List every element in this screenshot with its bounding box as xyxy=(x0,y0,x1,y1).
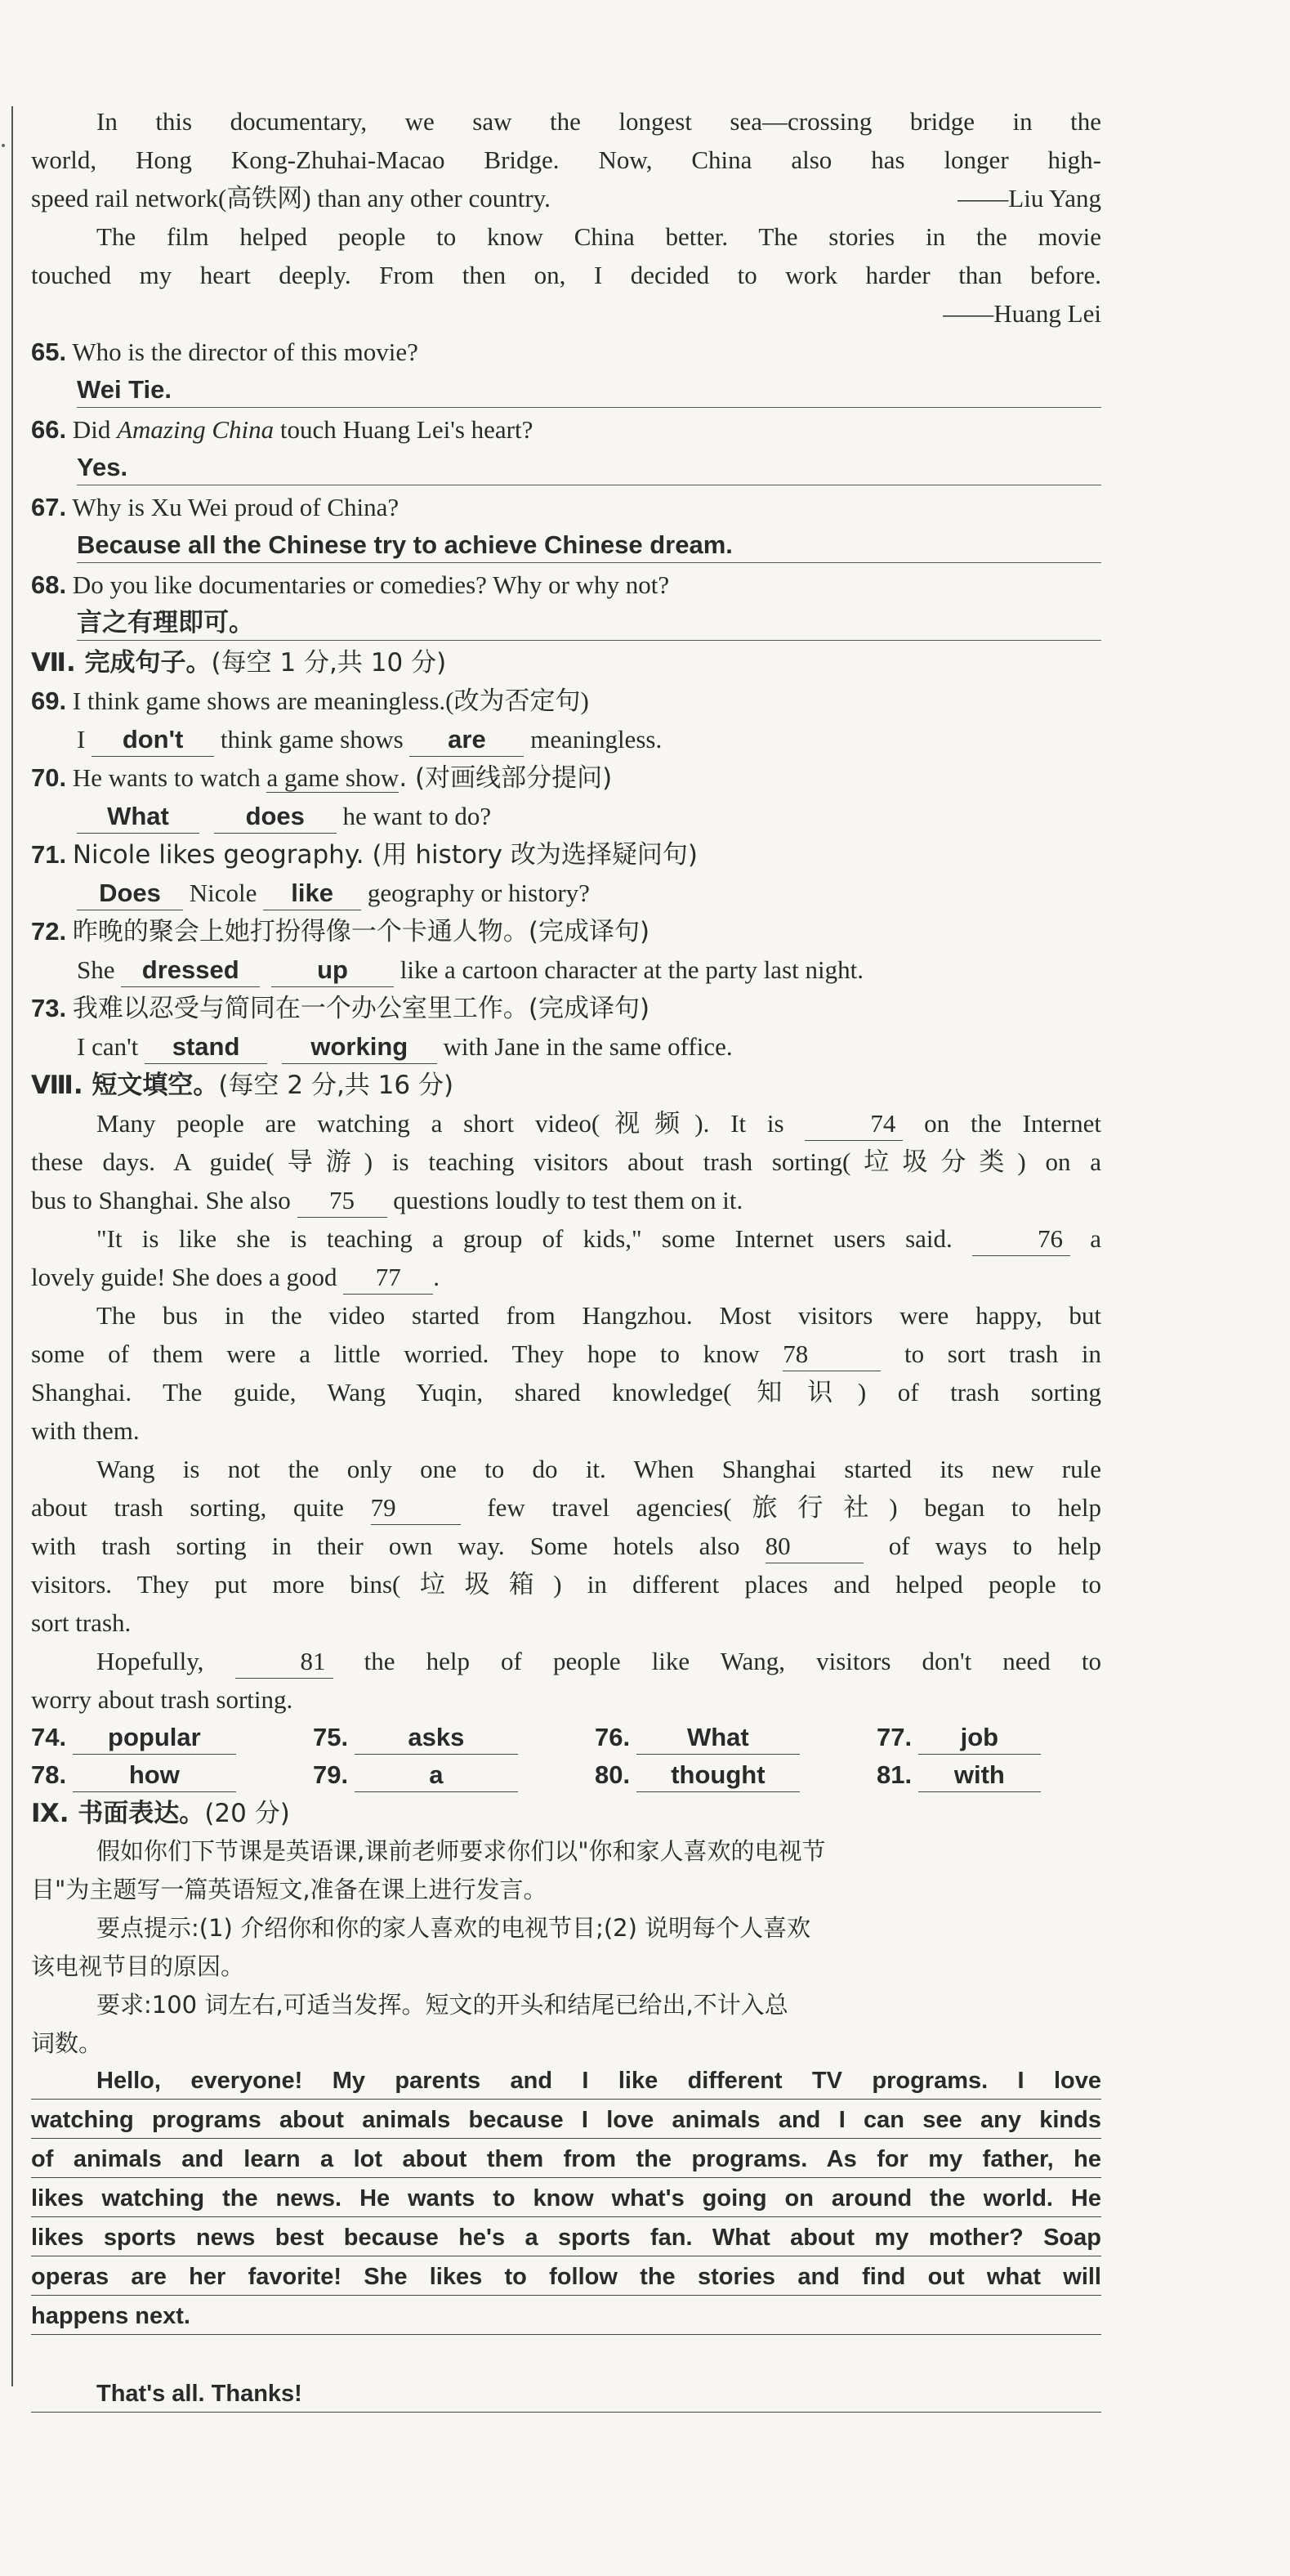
question-65 xyxy=(31,333,1101,371)
answer-text: job xyxy=(918,1721,1041,1755)
cloze-answer xyxy=(595,1756,877,1794)
answer-text: thought xyxy=(636,1759,800,1792)
cloze-line: Wang is not the only one to do it. When Shanghai started its new rule xyxy=(96,1455,1101,1483)
blank-number: 78 xyxy=(783,1338,881,1371)
item-70-prompt xyxy=(31,758,1101,797)
sentence-text: geography or history? xyxy=(367,879,590,907)
cloze-text: with trash sorting in their own way. Some hotels also xyxy=(31,1532,740,1560)
item-71-answer xyxy=(31,874,1101,912)
cloze-answer xyxy=(877,1719,1089,1756)
item-71-prompt xyxy=(31,835,1101,874)
answer-text: asks xyxy=(355,1721,518,1755)
margin-rule xyxy=(11,106,13,2386)
passage-text: speed rail network(高铁网) than any other country. xyxy=(31,184,551,212)
blank-answer: does xyxy=(214,800,337,834)
cloze-text: Many people are watching a short video(视频). It is xyxy=(96,1109,784,1138)
passage-line: world, Hong Kong-Zhuhai-Macao Bridge. Now, China also has longer high- xyxy=(31,145,1101,174)
item-72-answer xyxy=(31,950,1101,989)
question-number: 69. xyxy=(31,686,67,715)
answer-number: 79. xyxy=(313,1760,349,1789)
question-text: He wants to watch xyxy=(72,763,267,792)
section-title: Ⅷ. 短文填空。 xyxy=(31,1071,219,1100)
cloze-text: few travel agencies(旅行社) began to help xyxy=(487,1493,1102,1522)
item-69-answer xyxy=(31,720,1101,758)
cloze-line: with them. xyxy=(31,1416,140,1445)
blank-number: 75 xyxy=(297,1184,387,1218)
cloze-text: questions loudly to test them on it. xyxy=(393,1186,743,1214)
cloze-answer xyxy=(877,1756,1089,1794)
answer-number: 76. xyxy=(595,1723,631,1751)
essay-line: of animals and learn a lot about them from the programs. As for my father, he xyxy=(31,2141,1101,2178)
answer-number: 78. xyxy=(31,1760,67,1789)
cloze-answer xyxy=(31,1756,313,1794)
essay-line: Hello, everyone! My parents and I like different TV programs. I love xyxy=(31,2063,1101,2100)
question-text: Why is Xu Wei proud of China? xyxy=(72,493,399,521)
cloze-text: bus to Shanghai. She also xyxy=(31,1186,291,1214)
question-number: 72. xyxy=(31,917,67,946)
item-73-answer xyxy=(31,1027,1101,1066)
writing-instruction: 假如你们下节课是英语课,课前老师要求你们以"你和家人喜欢的电视节 xyxy=(96,1837,826,1865)
question-number: 73. xyxy=(31,994,67,1022)
item-70-answer xyxy=(31,797,1101,835)
answer-text: What xyxy=(636,1721,800,1755)
blank-number: 80 xyxy=(766,1530,864,1563)
passage-line: The film helped people to know China better. The stories in the movie xyxy=(96,222,1101,251)
cloze-line: worry about trash sorting. xyxy=(31,1685,293,1714)
item-69-prompt xyxy=(31,682,1101,720)
cloze-text: "It is like she is teaching a group of kids," some Internet users said. xyxy=(96,1224,953,1253)
cloze-line xyxy=(31,1642,1101,1680)
cloze-answer xyxy=(31,1719,313,1756)
question-number: 71. xyxy=(31,840,67,869)
blank-answer: up xyxy=(271,954,394,987)
writing-instruction: 要求:100 词左右,可适当发挥。短文的开头和结尾已给出,不计入总 xyxy=(96,1991,788,2019)
passage-line: touched my heart deeply. From then on, I decided to work harder than before. xyxy=(31,261,1101,289)
passage-line xyxy=(31,179,1101,217)
blank-number: 79 xyxy=(371,1491,461,1525)
essay-line: operas are her favorite! She likes to follow the stories and find out what will xyxy=(31,2259,1101,2296)
cloze-line xyxy=(31,1258,1101,1296)
section-score: (20 分) xyxy=(204,1799,290,1828)
section-title: Ⅸ. 书面表达。 xyxy=(31,1799,205,1828)
cloze-answer xyxy=(313,1756,595,1794)
question-text: I think game shows are meaningless.(改为否定句) xyxy=(72,686,589,715)
sentence-text: with Jane in the same office. xyxy=(443,1032,733,1061)
question-text: 我难以忍受与简同在一个办公室里工作。(完成译句) xyxy=(72,994,650,1023)
essay-line: likes watching the news. He wants to know what's going on around the world. He xyxy=(31,2180,1101,2217)
underlined-phrase: a game show xyxy=(266,763,399,792)
section-7-heading xyxy=(31,643,1101,682)
question-number: 70. xyxy=(31,763,67,792)
essay-spacer-line xyxy=(31,2337,1101,2373)
answer-text: popular xyxy=(73,1721,236,1755)
cloze-line xyxy=(31,1488,1101,1527)
cloze-text: some of them were a little worried. They hope to know xyxy=(31,1339,760,1368)
question-text: . (对画线部分提问) xyxy=(399,763,613,793)
blank-number: 77 xyxy=(343,1261,433,1295)
answer-number: 77. xyxy=(877,1723,913,1751)
question-number: 68. xyxy=(31,570,67,599)
answer-number: 80. xyxy=(595,1760,631,1789)
essay-closing: That's all. Thanks! xyxy=(31,2376,1101,2413)
writing-instruction: 目"为主题写一篇英语短文,准备在课上进行发言。 xyxy=(31,1876,547,1903)
blank-answer: stand xyxy=(145,1031,267,1064)
cloze-text: a xyxy=(1090,1224,1101,1253)
margin-dot xyxy=(2,144,5,147)
blank-answer: don't xyxy=(92,723,214,757)
essay-answer xyxy=(31,2063,1101,2413)
question-number: 65. xyxy=(31,338,67,366)
essay-line: watching programs about animals because I love animals and I can see any kinds xyxy=(31,2102,1101,2139)
writing-instruction: 词数。 xyxy=(31,2029,103,2057)
cloze-text: Hopefully, xyxy=(96,1647,204,1675)
sentence-text: meaningless. xyxy=(530,725,663,754)
question-text: 昨晚的聚会上她打扮得像一个卡通人物。(完成译句) xyxy=(72,917,650,946)
blank-answer: are xyxy=(409,723,524,757)
answer-text: how xyxy=(73,1759,236,1792)
sentence-text: like a cartoon character at the party last night. xyxy=(399,955,864,984)
passage-author: ——Liu Yang xyxy=(957,184,1101,212)
answer-68: 言之有理即可。 xyxy=(77,604,1101,641)
section-title: Ⅶ. 完成句子。 xyxy=(31,648,212,678)
blank-number: 74 xyxy=(805,1107,903,1141)
answer-number: 74. xyxy=(31,1723,67,1751)
worksheet-content xyxy=(31,102,1101,2415)
question-text: touch Huang Lei's heart? xyxy=(274,415,533,444)
sentence-text: I xyxy=(77,725,86,754)
answer-text: a xyxy=(355,1759,518,1792)
cloze-answers-row-2 xyxy=(31,1756,1101,1794)
cloze-line xyxy=(31,1104,1101,1143)
cloze-answers-row-1 xyxy=(31,1719,1101,1756)
question-text: Nicole likes geography. (用 history 改为选择疑问句) xyxy=(72,840,698,870)
essay-line: likes sports news best because he's a sports fan. What about my mother? Soap xyxy=(31,2220,1101,2256)
question-text: Did xyxy=(72,415,118,444)
blank-answer: Does xyxy=(77,877,183,910)
answer-67: Because all the Chinese try to achieve Chinese dream. xyxy=(77,526,1101,563)
passage-author: ——Huang Lei xyxy=(943,299,1101,328)
cloze-line xyxy=(31,1527,1101,1565)
cloze-text: . xyxy=(433,1263,440,1291)
sentence-text: Nicole xyxy=(189,879,257,907)
answer-number: 81. xyxy=(877,1760,913,1789)
question-text: Do you like documentaries or comedies? Why or why not? xyxy=(72,570,670,599)
answer-number: 75. xyxy=(313,1723,349,1751)
question-number: 66. xyxy=(31,415,67,444)
blank-answer: like xyxy=(263,877,361,910)
cloze-line xyxy=(31,1219,1101,1258)
cloze-text: lovely guide! She does a good xyxy=(31,1263,337,1291)
cloze-text: to sort trash in xyxy=(904,1339,1102,1368)
blank-number: 76 xyxy=(972,1223,1070,1256)
cloze-text: of ways to help xyxy=(888,1532,1102,1560)
blank-answer: working xyxy=(282,1031,437,1064)
blank-answer: What xyxy=(77,800,199,834)
question-66 xyxy=(31,410,1101,449)
writing-instruction: 该电视节目的原因。 xyxy=(31,1952,245,1980)
essay-line: happens next. xyxy=(31,2298,1101,2335)
cloze-text: about trash sorting, quite xyxy=(31,1493,344,1522)
sentence-text: think game shows xyxy=(220,725,404,754)
blank-answer: dressed xyxy=(121,954,260,987)
section-8-heading xyxy=(31,1066,1101,1104)
cloze-text: the help of people like Wang, visitors don't need to xyxy=(364,1647,1101,1675)
item-73-prompt xyxy=(31,989,1101,1027)
answer-text: with xyxy=(918,1759,1041,1792)
section-score: (每空 2 分,共 16 分) xyxy=(218,1071,454,1100)
question-text: Who is the director of this movie? xyxy=(72,338,418,366)
passage-line: In this documentary, we saw the longest sea—crossing bridge in the xyxy=(96,107,1101,136)
section-9-heading xyxy=(31,1794,1101,1832)
cloze-answer xyxy=(313,1719,595,1756)
cloze-line: sort trash. xyxy=(31,1608,132,1637)
cloze-line: visitors. They put more bins(垃圾箱) in different places and helped people to xyxy=(31,1570,1101,1599)
item-72-prompt xyxy=(31,912,1101,950)
cloze-text: on the Internet xyxy=(924,1109,1102,1138)
question-number: 67. xyxy=(31,493,67,521)
cloze-line: The bus in the video started from Hangzhou. Most visitors were happy, but xyxy=(96,1301,1101,1330)
cloze-line: Shanghai. The guide, Wang Yuqin, shared knowledge(知识) of trash sorting xyxy=(31,1378,1101,1407)
sentence-text: She xyxy=(77,955,115,984)
answer-66: Yes. xyxy=(77,449,1101,485)
answer-65: Wei Tie. xyxy=(77,371,1101,408)
cloze-line: these days. A guide(导游) is teaching visitors about trash sorting(垃圾分类) on a xyxy=(31,1147,1101,1176)
blank-number: 81 xyxy=(235,1645,333,1679)
sentence-text: he want to do? xyxy=(342,802,492,830)
cloze-answer xyxy=(595,1719,877,1756)
cloze-line xyxy=(31,1335,1101,1373)
sentence-text: I can't xyxy=(77,1032,139,1061)
cloze-line xyxy=(31,1181,1101,1219)
question-67 xyxy=(31,488,1101,526)
question-68 xyxy=(31,566,1101,604)
writing-instruction: 要点提示:(1) 介绍你和你的家人喜欢的电视节目;(2) 说明每个人喜欢 xyxy=(96,1914,811,1942)
section-score: (每空 1 分,共 10 分) xyxy=(211,648,447,678)
question-title-italic: Amazing China xyxy=(117,415,275,444)
